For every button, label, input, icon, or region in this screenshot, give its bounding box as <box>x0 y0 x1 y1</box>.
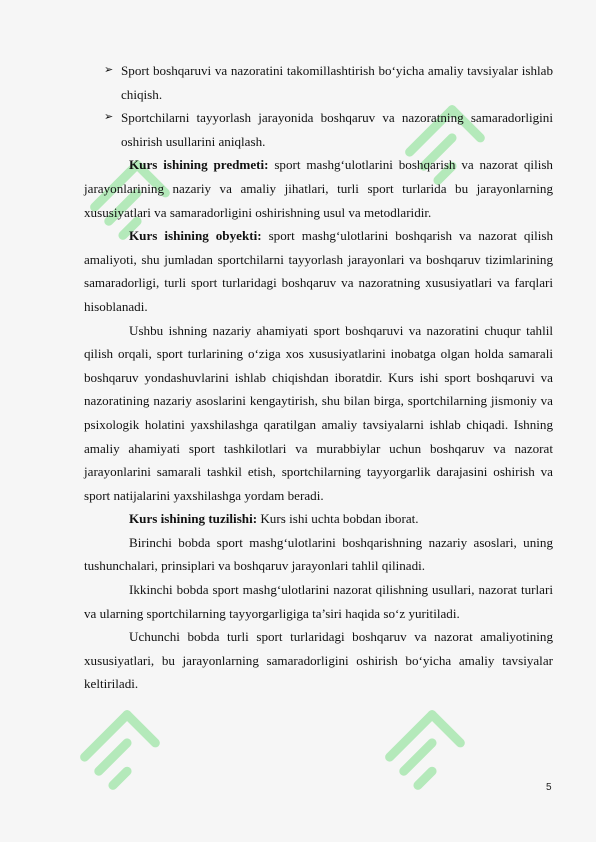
paragraph-text: sport mashg‘ulotlarini boshqarish va nazorat qilish amaliyoti, shu jumladan sportchilarni tayyorlash jarayonlari va boshqaruv tizimlarining samaradorligi, turli sport turlaridagi boshqaruv va nazoratning xususiyatlari va farqlari hisoblanadi. <box>84 228 553 314</box>
arrow-bullet-icon: ➢ <box>104 64 114 76</box>
arrow-bullet-icon: ➢ <box>104 111 114 124</box>
paragraph-text: Ikkinchi bobda sport mashg‘ulotlarini nazorat qilishning usullari, nazorat turlari va ularning sportchilarning tayyorgarligiga ta’siri haqida so‘z yuritiladi. <box>84 582 553 621</box>
list-item-text: Sport boshqaruvi va nazoratini takomillashtirish bo‘yicha amaliy tavsiyalar ishlab chiqish. <box>121 63 553 102</box>
paragraph-significance <box>84 319 553 508</box>
paragraph-text: Uchunchi bobda turli sport turlaridagi boshqaruv va nazorat amaliyotining xususiyatlari, bu jarayonlarning samaradorligini oshirish bo‘yicha amaliy tavsiyalar keltiriladi. <box>84 629 553 692</box>
paragraph-text: Ushbu ishning nazariy ahamiyati sport boshqaruvi va nazoratini chuqur tahlil qilish orqali, sport turlarining o‘ziga xos xususiyatlarini inobatga olgan holda samarali boshqaruv yondashuvlarini ishlab chiqishdan iboratdir. Kurs ishi sport boshqaruvi va nazoratining nazariy asoslarini kengaytirish, shu bilan birga, sportchilarning jismoniy va psixologik holatini yaxshilashga qaratilgan amaliy tavsiyalarni ishlab chiqadi. Ishning amaliy ahamiyati sport tashkilotlari va murabbiylar uchun boshqaruv va nazorat jarayonlarini samarali tashkil etish, sportchilarning tayyorgarlik darajasini oshirish va sport natijalarini yaxshilashga yordam beradi. <box>84 322 553 503</box>
paragraph-label: Kurs ishining obyekti: <box>129 228 262 244</box>
paragraph-object <box>84 224 553 318</box>
paragraph-label: Kurs ishining tuzilishi: <box>129 511 258 527</box>
list-item-text: Sportchilarni tayyorlash jarayonida boshqaruv va nazoratning samaradorligini oshirish usullarini aniqlash. <box>121 110 553 149</box>
list-item <box>84 106 553 153</box>
paragraph-chapter-3 <box>84 625 553 696</box>
page-number: 5 <box>546 782 552 793</box>
paragraph-text: sport mashg‘ulotlarini boshqarish va nazorat qilish jarayonlarining nazariy va amaliy jihatlari, turli sport turlarida bu jarayonlarning xususiyatlari va samaradorligini oshirishning usul va metodlaridir. <box>84 157 553 220</box>
paragraph-subject <box>84 153 553 224</box>
list-item <box>84 59 553 106</box>
watermark-logo-icon <box>365 690 485 810</box>
paragraph-label: Kurs ishining predmeti: <box>129 157 269 173</box>
paragraph-chapter-1 <box>84 531 553 578</box>
paragraph-text: Kurs ishi uchta bobdan iborat. <box>257 511 419 527</box>
paragraph-text: Birinchi bobda sport mashg‘ulotlarini boshqarishning nazariy asoslari, uning tushunchalari, prinsiplari va boshqaruv jarayonlari tahlil qilinadi. <box>84 534 553 574</box>
watermark-logo-icon <box>60 690 180 810</box>
body-text <box>84 59 553 696</box>
paragraph-structure <box>84 507 553 531</box>
paragraph-chapter-2 <box>84 578 553 625</box>
